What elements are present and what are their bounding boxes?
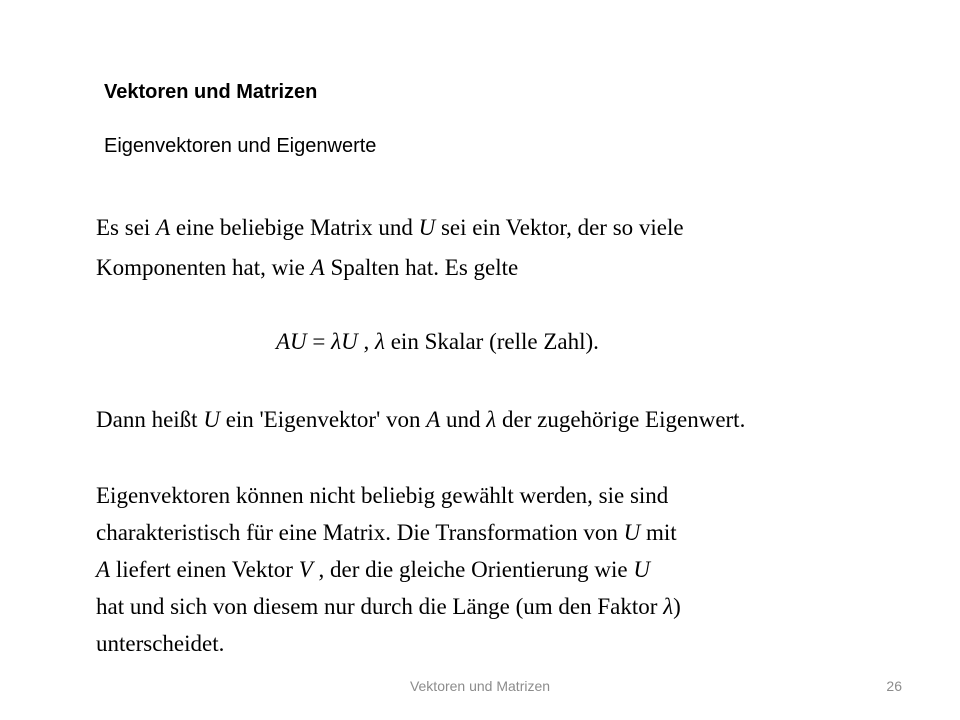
text-segment: der zugehörige Eigenwert.	[496, 407, 746, 432]
text-segment: mit	[640, 520, 677, 545]
text-segment: Spalten hat. Es gelte	[324, 255, 519, 280]
text-segment: liefert einen Vektor	[110, 557, 299, 582]
math-variable: AU	[276, 329, 307, 354]
text-segment: ein Skalar (relle Zahl).	[384, 329, 599, 354]
text-segment: , der die gleiche Orientierung wie	[312, 557, 634, 582]
math-variable: A	[426, 407, 441, 432]
math-variable: A	[156, 215, 171, 240]
explanation-line-1	[96, 481, 668, 511]
explanation-line-3	[96, 555, 650, 585]
separator: ,	[357, 329, 375, 354]
lambda-symbol: λ	[486, 407, 497, 432]
eigenvalue-formula	[276, 327, 599, 357]
text-segment: sei ein Vektor, der so viele	[435, 215, 684, 240]
math-variable: U	[623, 520, 641, 545]
intro-line-1	[96, 213, 684, 243]
math-variable: A	[96, 557, 111, 582]
text-segment: charakteristisch für eine Matrix. Die Transformation von	[96, 520, 624, 545]
lambda-symbol: λ	[663, 594, 674, 619]
text-segment: Eigenvektoren können nicht beliebig gewählt werden, sie sind	[96, 483, 669, 508]
math-variable: U	[418, 215, 436, 240]
explanation-line-2	[96, 518, 677, 548]
text-segment: und	[440, 407, 487, 432]
intro-line-2	[96, 253, 518, 283]
text-segment: Dann heißt	[96, 407, 204, 432]
math-variable: U	[341, 329, 358, 354]
text-segment: ein 'Eigenvektor' von	[219, 407, 427, 432]
text-segment: eine beliebige Matrix und	[170, 215, 419, 240]
text-segment: hat und sich von diesem nur durch die Länge (um den Faktor	[96, 594, 664, 619]
equals-sign: =	[306, 329, 332, 354]
text-segment: unterscheidet.	[96, 631, 225, 656]
math-variable: U	[633, 557, 650, 582]
explanation-line-4	[96, 592, 681, 622]
lambda-symbol: λ	[375, 329, 385, 354]
slide-subtitle: Eigenvektoren und Eigenwerte	[104, 135, 377, 157]
text-segment: Komponenten hat, wie	[96, 255, 311, 280]
footer-title: Vektoren und Matrizen	[409, 678, 551, 694]
explanation-line-5	[96, 629, 224, 659]
lambda-symbol: λ	[331, 329, 342, 354]
math-variable: V	[298, 557, 313, 582]
math-variable: U	[203, 407, 220, 432]
definition-line	[96, 405, 745, 435]
page-number: 26	[886, 678, 902, 694]
math-variable: A	[310, 255, 325, 280]
text-segment: Es sei	[96, 215, 157, 240]
slide-title: Vektoren und Matrizen	[104, 81, 318, 103]
text-segment: )	[673, 594, 681, 619]
